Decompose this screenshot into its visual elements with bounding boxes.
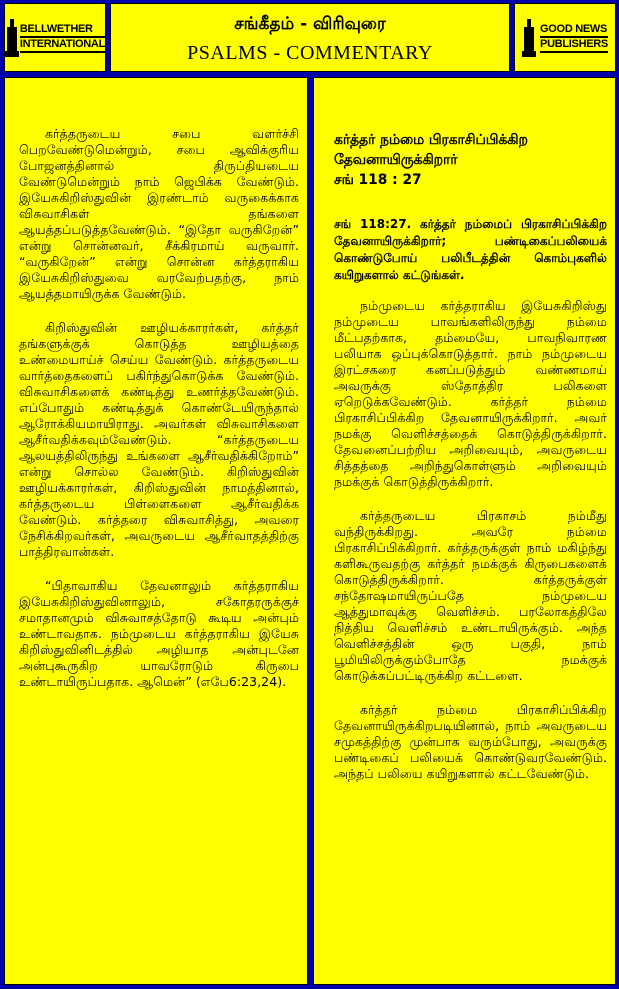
paragraph: கர்த்தருடைய சபை வளர்ச்சி பெறவேண்டுமென்றும், சபை ஆவிக்குரிய போஜனத்தினால் திருப்தியடைய வேண்டுமென்றும் நாம் ஜெபிக்க வேண்டும். இயேசுகிறிஸ்துவின் இரண்டாம் வருகைக்காக விசுவாசிகள் தங்களை ஆயத்தப்படுத்தவேண்டும். “இதோ வருகிறேன்” என்று சொன்னவர், சீக்கிரமாய் வருவார். “வருகிறேன்” என்று சொன்ன கர்த்தராகிய இயேசுகிறிஸ்துவை வரவேற்பதற்கு, நாம் ஆயத்தமாயிருக்க வேண்டும். [19, 126, 299, 301]
heading-reference: சங் 118 : 27 [334, 172, 422, 188]
good-news-logo-text: GOOD NEWS PUBLISHERS [540, 23, 608, 53]
page-title-tamil: சங்கீதம் - விரிவுரை [234, 14, 386, 34]
paragraph: கர்த்தருடைய பிரகாசம் நம்மீது வந்திருக்கிறது. அவரே நம்மை பிரகாசிப்பிக்கிறார். கர்த்தருக்குள் நாம் மகிழ்ந்து களிகூருவதற்கு கர்த்தர் நமக்குக் கிருபைகளைக் கொடுத்திருக்கிறார். கர்த்தருக்குள் சந்தோஷமாயிருப்பதே நம்முடைய ஆத்துமாவுக்கு வெளிச்சம். பரலோகத்திலே நித்திய வெளிச்சம் உண்டாயிருக்கும். அந்த வெளிச்சத்தின் ஒரு பகுதி, நாம் பூமியிலிருக்கும்போதே நமக்குக் கொடுக்கப்பட்டிருக்கிற கட்டளை. [334, 508, 607, 683]
section-heading [334, 130, 607, 190]
bell-tower-icon [5, 19, 16, 57]
bellwether-logo-text: BELLWETHER INTERNATIONAL [20, 23, 105, 53]
heading-line: தேவனாயிருக்கிறார் [334, 152, 458, 168]
bellwether-logo-panel [4, 3, 106, 72]
paragraph: “பிதாவாகிய தேவனாலும் கர்த்தராகிய இயேசுகிறிஸ்துவினாலும், சகோதரருக்குச் சமாதானமும் விசுவாசத்தோடு கூடிய அன்பும் உண்டாவதாக. நம்முடைய கர்த்தராகிய இயேசு கிறிஸ்துவினிடத்தில் அழியாத அன்புடனே அன்புகூருகிற யாவரோடும் கிருபை உண்டாயிருப்பதாக. ஆமென்” (எபே6:23,24). [19, 578, 299, 689]
good-news-logo-panel [514, 3, 616, 72]
left-column [4, 77, 308, 985]
verse-text: சங் 118:27. கர்த்தர் நம்மைப் பிரகாசிப்பிக்கிற தேவனாயிருக்கிறார்; பண்டிகைப்பலியைக் கொண்டுபோய் பலிபீடத்தின் கொம்புகளில் கயிறுகளால் கட்டுங்கள். [334, 217, 607, 282]
paragraph: கிறிஸ்துவின் ஊழியக்காரர்கள், கர்த்தர் தங்களுக்குக் கொடுத்த ஊழியத்தை உண்மையாய்ச் செய்ய வேண்டும். கர்த்தருடைய வார்த்தைகளைப் பகிர்ந்துகொடுக்க வேண்டும். விசுவாசிகளைக் கண்டித்து உணர்த்தவேண்டும். எப்போதும் கண்டித்துக் கொண்டேயிருந்தால் ஆரோக்கியமாயிராது. அவர்கள் விசுவாசிகளை ஆசீர்வதிக்கவும்வேண்டும். “கர்த்தருடைய ஆலயத்திலிருந்து உங்களை ஆசீர்வதிக்கிறோம்” என்று சொல்ல வேண்டும். கிறிஸ்துவின் ஊழியக்காரர்கள், கிறிஸ்துவின் நாமத்தினால், கர்த்தருடைய பிள்ளைகளை ஆசீர்வதிக்க வேண்டும். கர்த்தரை விசுவாசித்து, அவரை நேசிக்கிறவர்கள், அவருடைய ஆசீர்வாதத்திற்கு பாத்திரவான்கள். [19, 320, 299, 559]
heading-line: கர்த்தர் நம்மை பிரகாசிப்பிக்கிற [334, 132, 528, 148]
paragraph: கர்த்தர் நம்மை பிரகாசிப்பிக்கிற தேவனாயிருக்கிறபடியினால், நாம் அவருடைய சமுகத்திற்கு முன்பாக வரும்போது, அவருக்கு பண்டிகைப் பலியைக் கொண்டுவரவேண்டும். அந்தப் பலியை கயிறுகளால் கட்டவேண்டும். [334, 702, 607, 781]
title-panel [110, 3, 510, 72]
paragraph: நம்முடைய கர்த்தராகிய இயேசுகிறிஸ்து நம்முடைய பாவங்களிலிருந்து நம்மை மீட்பதற்காக, தம்மையே, பாவநிவாரண பலியாக ஒப்புக்கொடுத்தார். நாம் நம்முடைய இரட்சகரை கனப்படுத்தும் வண்ணமாய் அவருக்கு ஸ்தோத்திர பலிகளை ஏறெடுக்கவேண்டும். கர்த்தர் நம்மை பிரகாசிப்பிக்கிற தேவனாயிருக்கிறார். அவர் நமக்கு வெளிச்சத்தைக் கொடுத்திருக்கிறார். தேவனைப்பற்றிய அறிவையும், அவருடைய சித்தத்தை அறிந்துகொள்ளும் அறிவையும் நமக்குக் கொடுத்திருக்கிறார். [334, 298, 607, 489]
page-title-english: PSALMS - COMMENTARY [187, 42, 433, 64]
bell-tower-icon [522, 19, 536, 57]
right-column [313, 77, 616, 985]
